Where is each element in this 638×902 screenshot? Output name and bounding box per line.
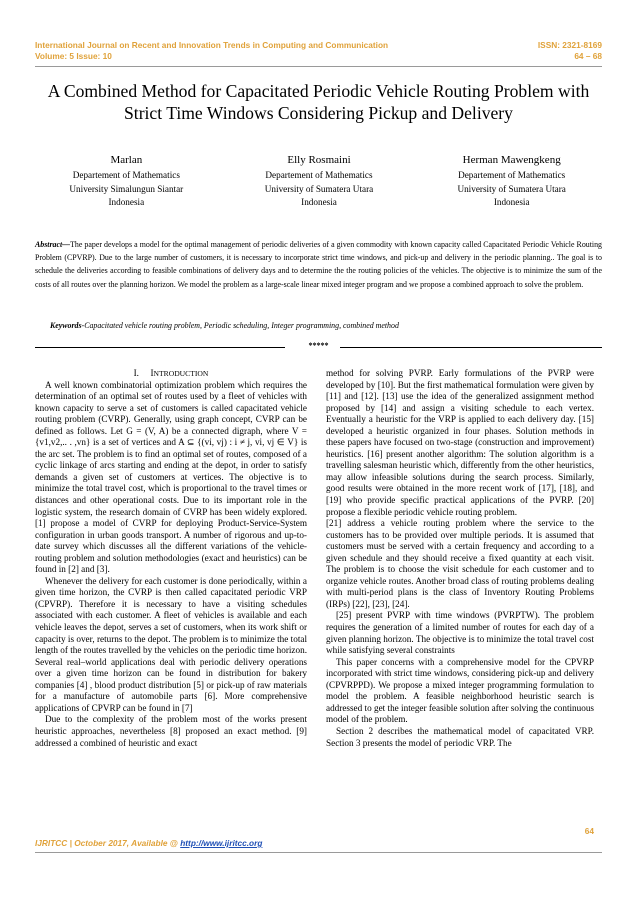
author-2 <box>223 152 416 210</box>
paragraph: [21] address a vehicle routing problem where the service to the customers has to be provided over multiple periods. It is assumed that customers must be served with a certain frequency and according to a given schedule and they should receive a fixed quantity at each visit. The problem is to choose the visit schedule for each customer and to organize vehicle routes. Another broad class of routing problems dealing with multi-period plans is the class of Inventory Routing Problems (IRPs) [22], [23], [24]. <box>326 518 594 609</box>
page-number: 64 <box>584 826 594 836</box>
keywords <box>50 320 602 332</box>
section-title-initial: I <box>150 368 154 378</box>
paragraph: [25] present PVRP with time windows (PVRPTW). The problem requires the generation of a limited number of routes for each day of a given planning horizon. The objective is to minimize the total travel cost while satisfying several constraints <box>326 610 594 656</box>
author-dept: Departement of Mathematics <box>265 170 373 180</box>
separator-stars: ***** <box>308 341 329 350</box>
abstract-text: The paper develops a model for the optimal management of periodic deliveries of a given commodity with known capacity called Capacitated Periodic Vehicle Routing Problem (CPVRP). Due to the large number of customers, it is necessary to incorporate strict time windows, and pick-up and delivery in the periodic planning.. The goal is to schedule the deliveries according to feasible combinations of delivery days and to determine the the routing policies of the vehicles. The objective is to minimize the sum of the costs of all routes over the planning horizon. We model the problem as a large-scale linear mixed integer program and we propose a combined approach to solve the problem. <box>35 240 602 289</box>
page-range: 64 – 68 <box>574 50 602 61</box>
left-column <box>35 368 307 749</box>
section-numeral: I. <box>133 368 139 378</box>
abstract-label: Abstract— <box>35 240 71 249</box>
paragraph: This paper concerns with a comprehensive model for the CPVRP incorporated with strict time windows, considering pick-up and delivery (CPVRPPD). We propose a mixed integer programming formulation to model the problem. A feasible neighborhood heuristic search is addressed to get the integer feasible solution after solving the continuous model of the problem. <box>326 656 594 725</box>
footer-rule <box>35 852 602 853</box>
journal-name: International Journal on Recent and Innovation Trends in Computing and Communication <box>35 40 389 50</box>
abstract <box>35 238 602 291</box>
paragraph: Whenever the delivery for each customer is done periodically, within a given time horizon, the CVRP is then called capacitated periodic VRP (CPVRP). Therefore it is necessary to have a visiting schedules associated with each customer. A fleet of vehicles is available and each vehicle leaves the depot, serves a set of customers, when its work shift or capacity is over, returns to the depot. The problem is to minimize the total length of the routes travelled by the vehicles on the periodic time horizon. Several real–world applications deal with periodic delivery operations over a given time horizon can be found in distribution for bakery companies [4] , blood product distribution [5] or pick-up of raw materials for a manufacture of automobile parts [6]. More comprehensive applications of CPVRP can be found in [7] <box>35 575 307 713</box>
author-dept: Departement of Mathematics <box>72 170 180 180</box>
section-separator <box>35 340 602 352</box>
footer <box>35 838 262 848</box>
header-rule <box>35 66 602 67</box>
section-heading <box>35 368 307 380</box>
author-name: Herman Mawengkeng <box>462 154 561 166</box>
right-column <box>326 368 594 749</box>
author-1 <box>30 152 223 210</box>
author-country: Indonesia <box>301 197 337 208</box>
keywords-label: Keywords- <box>50 321 85 330</box>
author-block <box>30 152 608 210</box>
volume-issue: Volume: 5 Issue: 10 <box>35 50 112 61</box>
author-country: Indonesia <box>493 197 530 208</box>
author-univ: University of Sumatera Utara <box>457 183 566 194</box>
paragraph: Section 2 describes the mathematical model of capacitated VRP. Section 3 presents the model of periodic VRP. The <box>326 725 594 748</box>
author-univ: University of Sumatera Utara <box>264 183 374 194</box>
paper-title: A Combined Method for Capacitated Periodic Vehicle Routing Problem with Strict Time Windows Considering Pickup and Delivery <box>47 81 590 123</box>
author-dept: Departement of Mathematics <box>458 170 566 180</box>
paragraph: method for solving PVRP. Early formulations of the PVRP were developed by [10]. But the first mathematical formulation were given by [11] and [12]. [13] use the idea of the generalized assignment method proposed by [14] and assign a visiting schedule to each vertex. Eventually a heuristic for the VRP is applied to each delivery day. [15] developed a heuristic organized in four phases. Solution methods in these papers have focused on two-stage (construction and improvement) heuristics. [16] present another algorithm: The solution algorithm is a travelling salesman heuristic which, differently from the other heuristics, may allow infeasible solutions during the search process. Similarly, good results were obtained in the more recent work of [17], [18], and [19] who provide specific practical applications of the PVRP. [20] propose a flexible periodic vehicle routing problem. <box>326 368 594 517</box>
author-3 <box>415 152 608 210</box>
author-name: Marlan <box>110 154 143 166</box>
paragraph: A well known combinatorial optimization problem which requires the determination of an optimal set of routes used by a fleet of vehicles with known capacity to serve a set of customers is called capacitated vehicle routing problem (CVRP). Generally, using graph concept, CVRP can be defined as follows. Let G = (V, A) be a connected digraph, where V = {v1,v2,.. . ,vn} is a set of vertices and A ⊆ {(vi, vj) : i ≠ j, vi, vj ∈ V} is the arc set. The problem is to find an optimal set of routes, composed of a cyclic linkage of arcs starting and ending at the depot, in order to satisfy demands a given set of customers at vertices. The objective is to minimize the total travel cost, which is proportional to the travel times or distances and other operational costs. Due to its important role in the logistic system, the research domain of CVRP has been widely explored. [1] propose a model of CVRP for deploying Product-Service-System configuration in urban goods transport. A number of rigorous and up-to-date survey which discusses all the different variations of the vehicle-routing problem and solution methodologies (exact and heuristics) can be found in [2] and [3]. <box>35 379 307 575</box>
footer-text: IJRITCC | October 2017, Available @ <box>35 838 181 848</box>
section-title-rest: NTRODUCTION <box>153 369 209 378</box>
header-right <box>538 40 602 61</box>
footer-link[interactable]: http://www.ijritcc.org <box>180 838 263 848</box>
keywords-text: Capacitated vehicle routing problem, Periodic scheduling, Integer programming, combined method <box>84 321 399 330</box>
header-left <box>35 40 388 61</box>
author-country: Indonesia <box>108 197 145 208</box>
paragraph: Due to the complexity of the problem most of the works present heuristic approaches, nevertheless [8] proposed an exact method. [9] addressed a combined of heuristic and exact <box>35 714 307 748</box>
author-name: Elly Rosmaini <box>287 154 351 166</box>
author-univ: University Simalungun Siantar <box>69 183 184 194</box>
issn: ISSN: 2321-8169 <box>537 40 602 50</box>
